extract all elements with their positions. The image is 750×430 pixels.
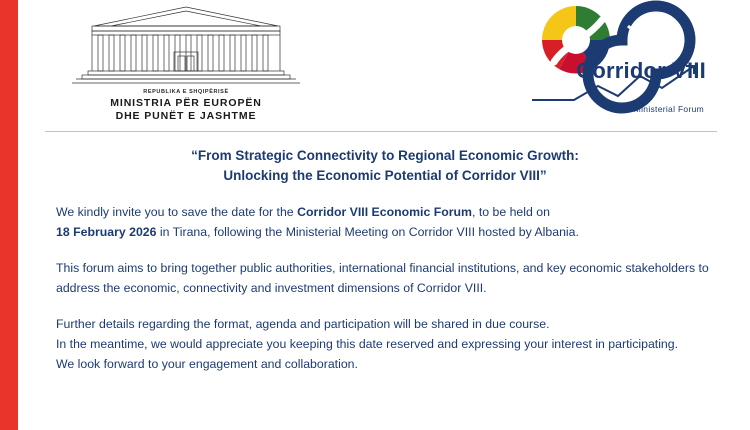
p1-bold-forum: Corridor VIII Economic Forum	[297, 205, 472, 219]
paragraph-forum-aims: This forum aims to bring together public authorities, international financial institutions, and key economic stakeholders to address the economic, connectivity and investment dimensions of Corridor VIII.	[56, 261, 709, 295]
paragraph-further-details	[56, 314, 714, 374]
p3-line-3: We look forward to your engagement and collaboration.	[56, 357, 358, 371]
ministry-name-line-2: DHE PUNËT E JASHTME	[115, 110, 257, 122]
p1-part-3: in Tirana, following the Ministerial Meeting on Corridor VIII hosted by Albania.	[156, 225, 579, 239]
corridor-logo-title: Corridor VIII	[576, 58, 706, 83]
p3-line-1: Further details regarding the format, agenda and participation will be shared in due course.	[56, 317, 550, 331]
paragraph-save-the-date	[56, 202, 714, 242]
ministry-name-line-1: MINISTRIA PËR EUROPËN	[110, 97, 262, 109]
p1-part-2: , to be held on	[471, 205, 550, 219]
albanian-ministry-building-emblem	[36, 4, 336, 88]
document-page	[18, 0, 750, 430]
ministry-republic-line: REPUBLIKA E SHQIPËRISË	[143, 89, 229, 95]
p1-bold-date: 18 February 2026	[56, 225, 157, 239]
p3-line-2: In the meantime, we would appreciate you keeping this date reserved and expressing your interest in participating.	[56, 337, 679, 351]
left-accent-strip	[0, 0, 18, 430]
invitation-title-line-2: Unlocking the Economic Potential of Corridor VIII”	[223, 168, 547, 183]
ministry-logo-block	[36, 4, 336, 123]
invitation-title	[56, 146, 714, 186]
header-divider	[45, 131, 717, 132]
document-header	[18, 0, 750, 130]
invitation-title-line-1: “From Strategic Connectivity to Regional Economic Growth:	[191, 148, 579, 163]
document-body	[56, 146, 714, 374]
p1-part-1: We kindly invite you to save the date for the	[56, 205, 298, 219]
corridor-logo-subtitle: Ministerial Forum	[633, 104, 704, 114]
